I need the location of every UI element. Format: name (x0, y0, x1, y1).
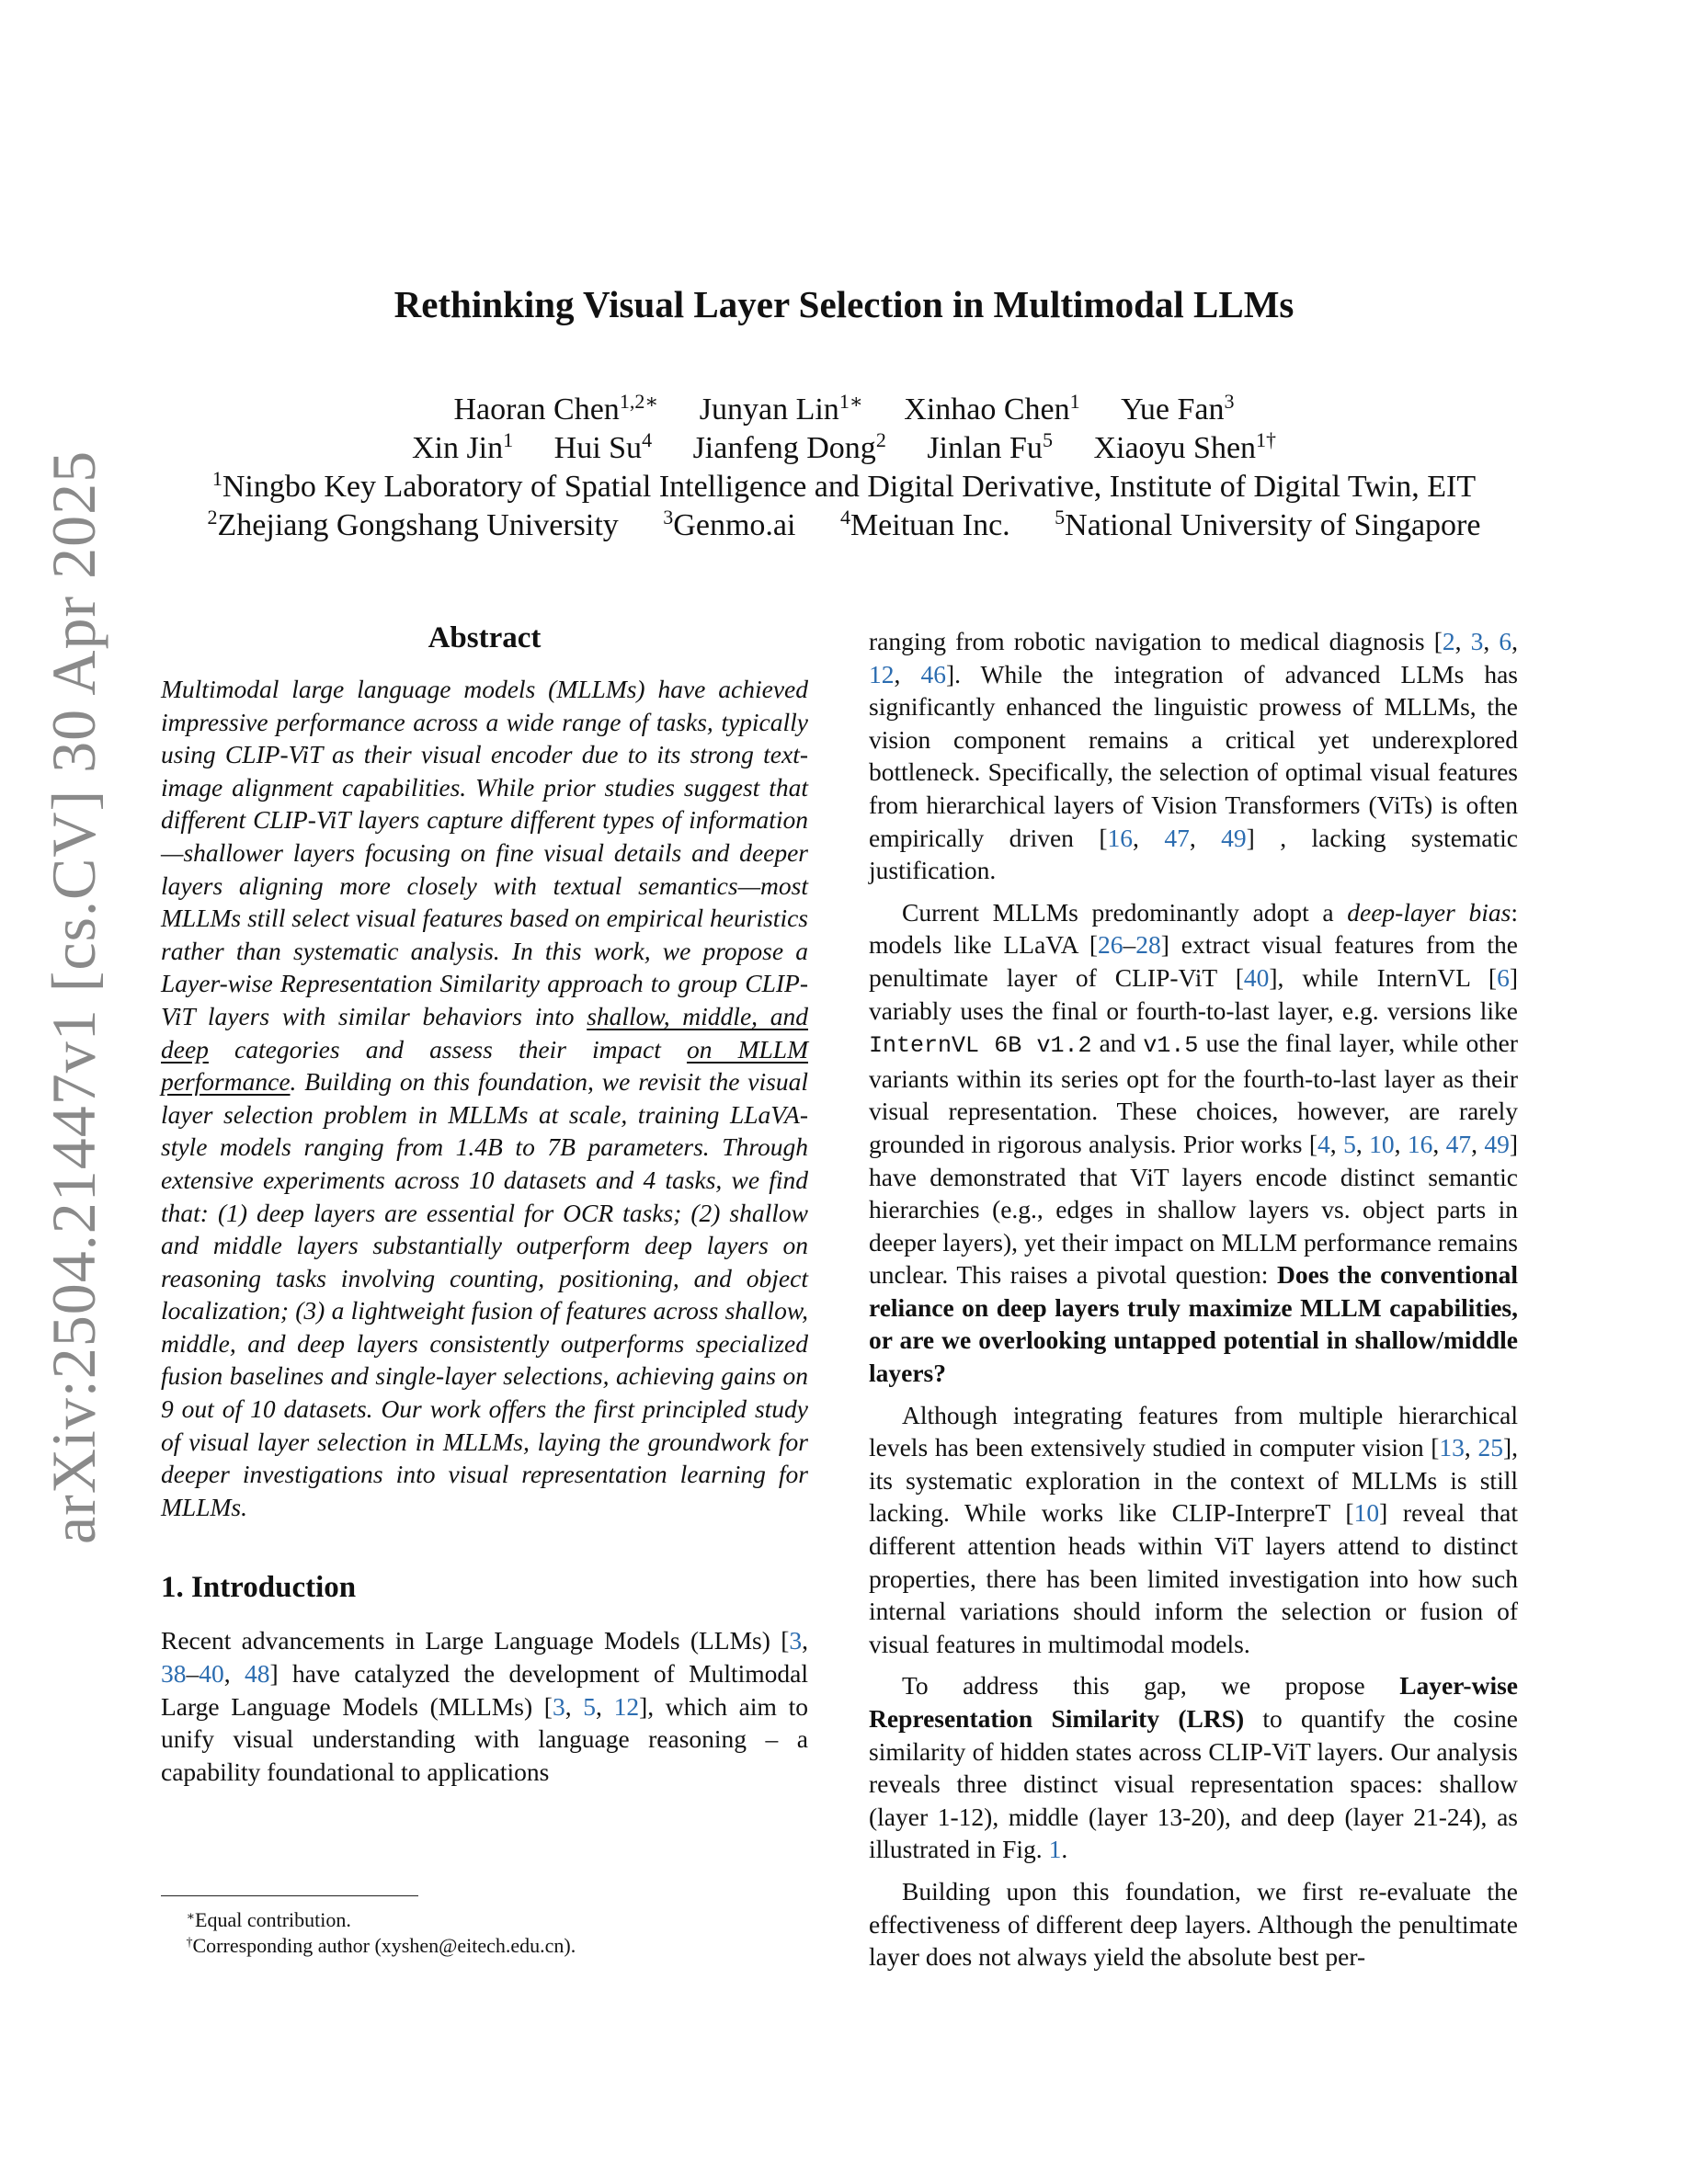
citation-link[interactable]: 47 (1164, 823, 1190, 852)
affiliation: $^3$Genmo.ai (663, 506, 796, 542)
citation-link[interactable]: 2 (1442, 627, 1455, 655)
citation-link[interactable]: 25 (1477, 1433, 1503, 1462)
citation-link[interactable]: 6 (1497, 962, 1510, 992)
citation-link[interactable]: 3 (789, 1626, 803, 1655)
paragraph: To address this gap, we propose Layer-wise Representation Similarity (LRS) to quantify the cosine similarity of hidden states across CLIP-ViT layers. Our analysis reveals three distinct visual representation spaces: shallow (layer 1-12), middle (layer 13-20), and deep (layer 21-24), as illustrated in Fig. 1. (869, 1671, 1518, 1864)
citation-link[interactable]: 49 (1221, 823, 1247, 852)
footnote-equal-contribution: ∗Equal contribution. (186, 1908, 351, 1931)
paragraph: Current MLLMs predominantly adopt a deep-layer bias: models like LLaVA [26–28] extract visual features from the penultimate layer of CLIP-ViT [40], while InternVL [6] variably uses the final or fourth-to-last layer, e.g. versions like InternVL 6B v1.2 and v1.5 use the final layer, while other variants within its series opt for the fourth-to-last layer as their visual representation. These choices, however, are rarely grounded in rigorous analysis. Prior works [4, 5, 10, 16, 47, 49] have demonstrated that ViT layers encode distinct semantic hierarchies (e.g., edges in shallow layers vs. object parts in deeper layers), yet their impact on MLLM performance remains unclear. This raises a pivotal question: Does the conventional reliance on deep layers truly maximize MLLM capabilities, or are we overlooking untapped potential in shallow/middle layers? (869, 897, 1519, 1388)
citation-link[interactable]: 40 (199, 1659, 224, 1689)
author: Jianfeng Dong$^2$ (692, 428, 886, 465)
citation-link[interactable]: 47 (1445, 1129, 1472, 1158)
footnote-corresponding-author: †Corresponding author (xyshen@eitech.edu.cn). (186, 1934, 576, 1957)
citation-link[interactable]: 26 (1098, 930, 1123, 960)
author: Junyan Lin$^{1∗}$ (699, 390, 863, 427)
citation-link[interactable]: 10 (1369, 1129, 1395, 1158)
left-column (161, 621, 808, 1788)
affiliation: $^4$Meituan Inc. (839, 506, 1010, 542)
citation-link[interactable]: 16 (1107, 823, 1134, 852)
author: Yue Fan$^3$ (1121, 390, 1235, 427)
author: Jinlan Fu$^5$ (927, 428, 1053, 465)
paper-title: Rethinking Visual Layer Selection in Multimodal LLMs (393, 283, 1295, 325)
citation-link[interactable]: 3 (552, 1691, 565, 1721)
citation-link[interactable]: 12 (869, 659, 895, 688)
author: Haoran Chen$^{1,2∗}$ (453, 390, 659, 427)
affiliation-row-1: $^1$Ningbo Key Laboratory of Spatial Intelligence and Digital Derivative, Institute of Digital Twin, EIT (211, 467, 1477, 504)
author: Xin Jin$^1$ (411, 428, 514, 465)
author: Hui Su$^4$ (553, 428, 653, 465)
citation-link[interactable]: 6 (1499, 627, 1512, 655)
paragraph: Building upon this foundation, we first re-evaluate the effectiveness of different deep layers. Although the penultimate layer does not always yield the absolute best per- (869, 1876, 1518, 1972)
affiliation: $^5$National University of Singapore (1055, 506, 1481, 542)
affiliation-row-2 (0, 506, 1688, 545)
section-heading-introduction: 1. Introduction (161, 1571, 357, 1605)
right-column (869, 625, 1518, 1974)
abstract-text: Multimodal large language models (MLLMs) have achieved impressive performance across a wide range of tasks, typically using CLIP-ViT as their visual encoder due to its strong text-image alignment capabilities. While prior studies suggest that different CLIP-ViT layers capture different types of information—shallower layers focusing on fine visual details and deeper layers aligning more closely with textual semantics—most MLLMs still select visual features based on empirical heuristics rather than systematic analysis. In this work, we propose a Layer-wise Representation Similarity approach to group CLIP-ViT layers with similar behaviors into shallow, middle, and deep categories and assess their impact on MLLM performance. Building on this foundation, we revisit the visual layer selection problem in MLLMs at scale, training LLaVA-style models ranging from 1.4B to 7B parameters. Through extensive experiments across 10 datasets and 4 tasks, we find that: (1) deep layers are essential for OCR tasks; (2) shallow and middle layers substantially outperform deep layers on reasoning tasks involving counting, positioning, and object localization; (3) a lightweight fusion of features across shallow, middle, and deep layers consistently outperforms specialized fusion baselines and single-layer selections, achieving gains on 9 out of 10 datasets. Our work offers the first principled study of visual layer selection in MLLMs, laying the groundwork for deeper investigations into visual representation learning for MLLMs. (161, 675, 808, 1521)
author: Xiaoyu Shen$^{1\dagger}$ (1093, 428, 1277, 465)
citation-link[interactable]: 48 (245, 1659, 270, 1689)
author-list-row-1 (0, 391, 1688, 429)
citation-link[interactable]: 16 (1407, 1129, 1433, 1158)
citation-link[interactable]: 3 (1470, 627, 1484, 655)
citation-link[interactable]: 4 (1317, 1129, 1330, 1158)
citation-link[interactable]: 49 (1484, 1129, 1510, 1158)
author: Xinhao Chen$^1$ (904, 390, 1080, 427)
citation-link[interactable]: 13 (1439, 1433, 1465, 1462)
citation-link[interactable]: 46 (920, 659, 946, 688)
citation-link[interactable]: 28 (1135, 930, 1161, 960)
arxiv-sidebar-stamp: arXiv:2504.21447v1 [cs.CV] 30 Apr 2025 (39, 449, 108, 1544)
citation-link[interactable]: 12 (613, 1691, 640, 1721)
author-list-row-2 (0, 429, 1688, 468)
citation-link[interactable]: 5 (1343, 1129, 1356, 1158)
figure-link[interactable]: 1 (1048, 1835, 1062, 1864)
citation-link[interactable]: 5 (583, 1691, 597, 1721)
paragraph: ranging from robotic navigation to medical diagnosis [2, 3, 6, 12, 46]. While the integration of advanced LLMs has significantly enhanced the linguistic prowess of MLLMs, the vision component remains a critical yet underexplored bottleneck. Specifically, the selection of optimal visual features from hierarchical layers of Vision Transformers (ViTs) is often empirically driven [16, 47, 49] , lacking systematic justification. (869, 627, 1519, 885)
paragraph: Although integrating features from multiple hierarchical levels has been extensively studied in computer vision [13, 25], its systematic exploration in the context of MLLMs is still lacking. While works like CLIP-InterpreT [10] reveal that different attention heads within ViT layers attend to distinct properties, there has been limited investigation into how such internal variations should inform the selection or fusion of visual features in multimodal models. (869, 1400, 1519, 1658)
abstract-heading: Abstract (428, 621, 542, 654)
affiliation: $^2$Zhejiang Gongshang University (207, 506, 619, 542)
citation-link[interactable]: 40 (1243, 962, 1270, 992)
intro-paragraph: Recent advancements in Large Language Models (LLMs) [3, 38–40, 48] have catalyzed the development of Multimodal Large Language Models (MLLMs) [3, 5, 12], which aim to unify visual understanding with language reasoning – a capability foundational to applications (161, 1626, 809, 1786)
citation-link[interactable]: 38 (161, 1659, 187, 1689)
footnote-rule (161, 1895, 418, 1896)
citation-link[interactable]: 10 (1353, 1498, 1380, 1528)
